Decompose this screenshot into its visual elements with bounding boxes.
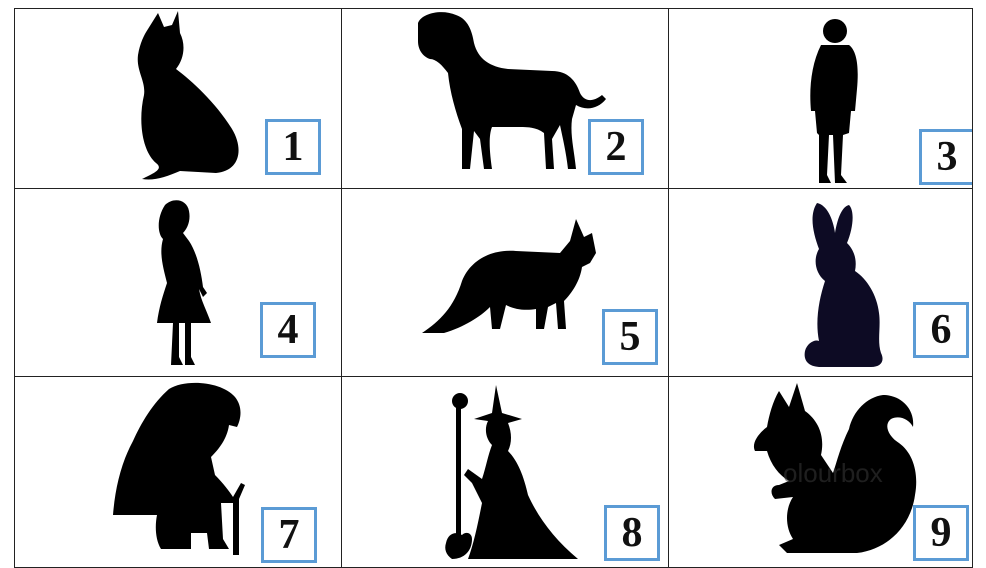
dog-silhouette-icon xyxy=(412,9,612,179)
number-label: 2 xyxy=(588,119,644,175)
rabbit-silhouette-icon xyxy=(801,201,891,371)
grid-cell-7 xyxy=(15,377,342,568)
witch-silhouette-icon xyxy=(438,383,588,565)
grid-cell-9 xyxy=(669,377,973,568)
old-woman-silhouette-icon xyxy=(111,379,261,559)
grid-cell-6 xyxy=(669,189,973,377)
cat-silhouette-icon xyxy=(120,11,250,183)
silhouette-grid xyxy=(14,8,973,568)
number-label: 6 xyxy=(913,302,969,358)
boy-silhouette-icon xyxy=(807,15,867,187)
number-label: 9 xyxy=(913,505,969,561)
fox-silhouette-icon xyxy=(420,211,600,335)
number-label: 7 xyxy=(261,507,317,563)
grid-cell-5 xyxy=(342,189,669,377)
number-label: 8 xyxy=(604,505,660,561)
number-label: 3 xyxy=(919,129,973,185)
grid-cell-4 xyxy=(15,189,342,377)
number-label: 4 xyxy=(260,302,316,358)
grid-cell-1 xyxy=(15,9,342,189)
grid-cell-8 xyxy=(342,377,669,568)
grid-cell-3 xyxy=(669,9,973,189)
number-label: 1 xyxy=(265,119,321,175)
grid-cell-2 xyxy=(342,9,669,189)
number-label: 5 xyxy=(602,309,658,365)
watermark-text: olourbox xyxy=(783,458,883,488)
girl-silhouette-icon xyxy=(143,197,223,373)
